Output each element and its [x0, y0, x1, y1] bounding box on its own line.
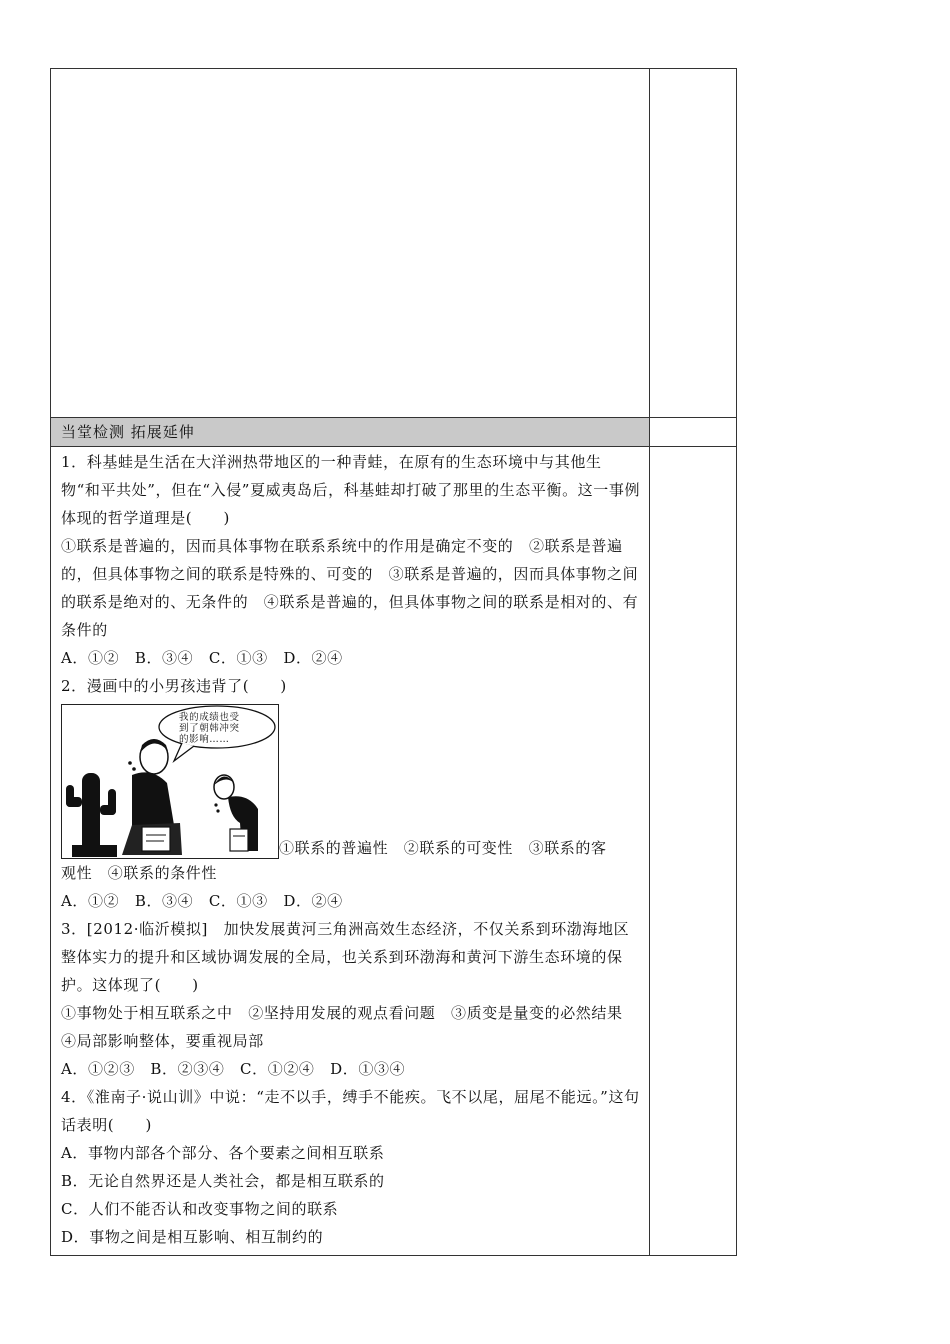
q3-statements: ①事物处于相互联系之中 ②坚持用发展的观点看问题 ③质变是量变的必然结果 ④局部影响整体，要重视局部	[61, 1004, 639, 1050]
questions-cell	[51, 447, 650, 1256]
q4-option-a: A．事物内部各个部分、各个要素之间相互联系	[61, 1144, 385, 1162]
q3-options: A．①②③ B．②③④ C．①②④ D．①③④	[61, 1060, 406, 1078]
q4-option-c: C．人们不能否认和改变事物之间的联系	[61, 1200, 339, 1218]
q4-option-b: B．无论自然界还是人类社会，都是相互联系的	[61, 1172, 385, 1190]
comic-image	[61, 704, 279, 859]
q2-comic-line	[61, 704, 641, 859]
blank-main-cell	[51, 69, 650, 418]
questions-content	[51, 447, 649, 1255]
section-header-row	[51, 418, 737, 447]
q2-statements-rest: 观性 ④联系的条件性	[61, 864, 218, 882]
speech-line-3: 的影响……	[179, 734, 230, 745]
lesson-table	[50, 68, 737, 1256]
questions-row	[51, 447, 737, 1256]
q3-stem: 3．[2012·临沂模拟] 加快发展黄河三角洲高效生态经济，不仅关系到环渤海地区整体实力的提升和区域协调发展的全局，也关系到环渤海和黄河下游生态环境的保护。这体现了( )	[61, 920, 630, 994]
blank-row	[51, 69, 737, 418]
q2-stem: 2．漫画中的小男孩违背了( )	[61, 677, 287, 695]
q1-stem: 1．科基蛙是生活在大洋洲热带地区的一种青蛙，在原有的生态环境中与其他生物“和平共处”，但在“入侵”夏威夷岛后，科基蛙却打破了那里的生态平衡。这一事例体现的哲学道理是( )	[61, 453, 641, 527]
q4-stem: 4．《淮南子·说山训》中说：“走不以手，缚手不能疾。飞不以尾，屈尾不能远。”这句话表明( )	[61, 1088, 640, 1134]
q2-statements-first: ①联系的普遍性 ②联系的可变性 ③联系的客	[279, 839, 607, 857]
section-header: 当堂检测 拓展延伸	[51, 418, 650, 447]
speech-line-1: 我的成绩也受	[179, 712, 240, 723]
speech-line-2: 到了朝韩冲突	[179, 723, 240, 734]
q1-statements: ①联系是普遍的，因而具体事物在联系系统中的作用是确定不变的 ②联系是普遍的，但具体事物之间的联系是特殊的、可变的 ③联系是普遍的，因而具体事物之间的联系是绝对的、无条件的 ④联系是普遍的，但具体事物之间的联系是相对的、有条件的	[61, 537, 639, 639]
questions-side-cell	[649, 447, 736, 1256]
q1-options: A．①② B．③④ C．①③ D．②④	[61, 649, 343, 667]
q4-option-d: D．事物之间是相互影响、相互制约的	[61, 1228, 324, 1246]
q2-options: A．①② B．③④ C．①③ D．②④	[61, 892, 343, 910]
header-side-cell	[649, 418, 736, 447]
blank-side-cell	[649, 69, 736, 418]
